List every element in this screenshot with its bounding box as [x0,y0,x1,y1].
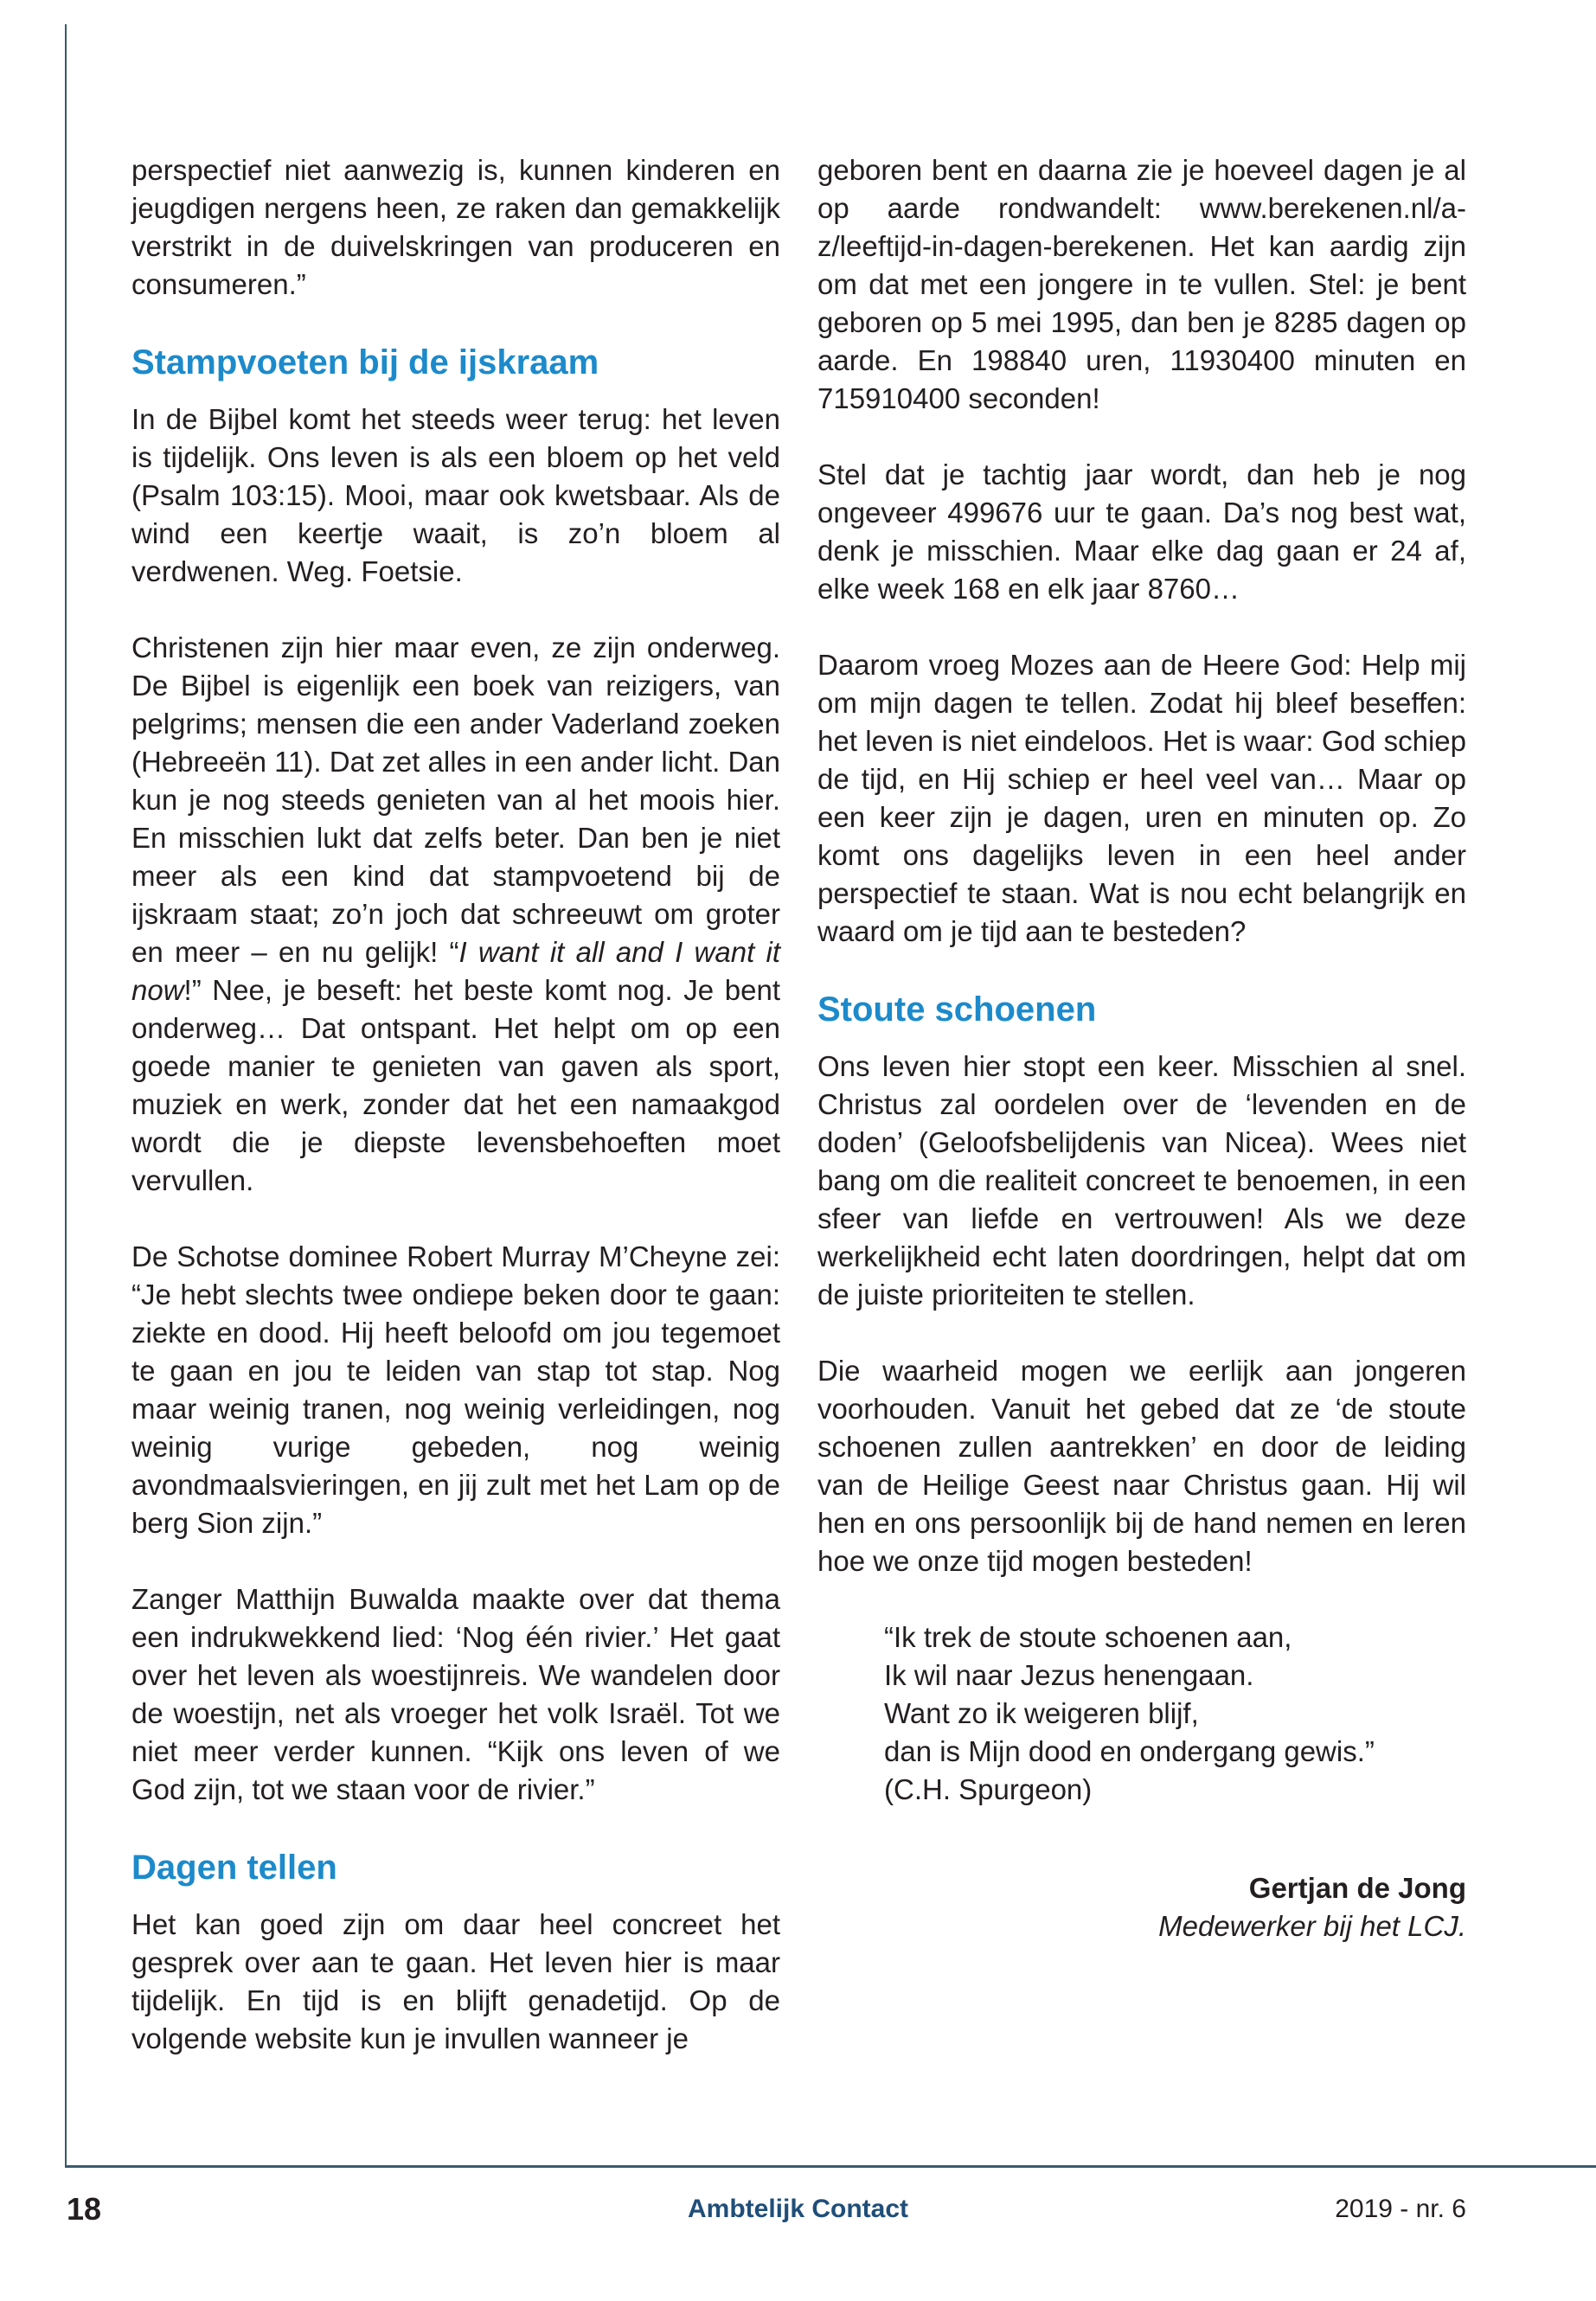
paragraph: perspectief niet aanwezig is, kunnen kinderen en jeugdigen nergens heen, ze raken dan gemakkelijk verstrikt in de duivelskringen van produceren en consumeren.” [131,154,780,300]
paragraph: Stel dat je tachtig jaar wordt, dan heb je nog ongeveer 499676 uur te gaan. Da’s nog best wat, denk je misschien. Maar elke dag gaan er 24 af, elke week 168 en elk jaar 8760… [817,458,1466,605]
paragraph: Zanger Matthijn Buwalda maakte over dat thema een indrukwekkend lied: ‘Nog één rivier.’ Het gaat over het leven als woestijnreis. We wandelen door de woestijn, net als vroeger het volk Israël. Tot we niet meer verder kunnen. “Kijk ons leven of we God zijn, tot we staan voor de rivier.” [131,1583,780,1805]
left-column [131,151,780,2058]
paragraph [131,629,780,1200]
section-heading-stoute-schoenen: Stoute schoenen [817,990,1097,1029]
paragraph-text: !” Nee, je beseft: het beste komt nog. Je bent onderweg… Dat ontspant. Het helpt om op een goede manier te genieten van gaven als sport, muziek en werk, zonder dat het een namaakgod wordt die je diepste levensbehoeften moet vervullen. [131,974,780,1196]
paragraph: Die waarheid mogen we eerlijk aan jongeren voorhouden. Vanuit het gebed dat ze ‘de stoute schoenen zullen aantrekken’ en door de leiding van de Heilige Geest naar Christus gaan. Hij wil hen en ons persoonlijk bij de hand nemen en leren hoe we onze tijd mogen besteden! [817,1355,1466,1577]
quote-line: Ik wil naar Jezus henengaan. [884,1659,1254,1691]
page-number: 18 [67,2191,102,2227]
quote-attribution: (C.H. Spurgeon) [884,1773,1093,1805]
quote-line: Want zo ik weigeren blijf, [884,1697,1199,1729]
paragraph-text: Christenen zijn hier maar even, ze zijn onderweg. De Bijbel is eigenlijk een boek van reizigers, van pelgrims; mensen die een ander Vaderland zoeken (Hebreeën 11). Dat zet alles in een ander licht. Dan kun je nog steeds genieten van al het moois hier. En misschien lukt dat zelfs beter. Dan ben je niet meer als een kind dat stampvoetend bij de ijskraam staat; zo’n joch dat schreeuwt om groter en meer – en nu gelijk! “ [131,631,780,968]
footer-rule [65,2165,1596,2168]
right-column [817,151,1466,1945]
quote-line: “Ik trek de stoute schoenen aan, [884,1621,1292,1653]
paragraph: De Schotse dominee Robert Murray M’Cheyne zei: “Je hebt slechts twee ondiepe beken door te gaan: ziekte en dood. Hij heeft beloofd om jou tegemoet te gaan en jou te leiden van stap tot stap. Nog maar weinig tranen, nog weinig verleidingen, nog weinig vurige gebeden, nog weinig avondmaalsvieringen, en jij zult met het Lam op de berg Sion zijn.” [131,1240,780,1539]
section-heading-stampvoeten: Stampvoeten bij de ijskraam [131,343,599,381]
author-role: Medewerker bij het LCJ. [1158,1910,1466,1942]
italic-quote: I want it all and I want it now [131,936,780,1006]
section-heading-dagen-tellen: Dagen tellen [131,1849,337,1887]
paragraph: In de Bijbel komt het steeds weer terug: het leven is tijdelijk. Ons leven is als een bloem op het veld (Psalm 103:15). Mooi, maar ook kwetsbaar. Als de wind een keertje waait, is zo’n bloem al verdwenen. Weg. Foetsie. [131,403,780,587]
magazine-title: Ambtelijk Contact [687,2195,909,2223]
paragraph: Daarom vroeg Mozes aan de Heere God: Help mij om mijn dagen te tellen. Zodat hij bleef beseffen: het leven is niet eindeloos. Het is waar: God schiep de tijd, en Hij schiep er heel veel van… Maar op een keer zijn je dagen, uren en minuten op. Zo komt ons dagelijks leven in een heel ander perspectief te staan. Wat is nou echt belangrijk en waard om je tijd aan te besteden? [817,649,1466,947]
left-margin-rule [65,24,67,2168]
spurgeon-quote [884,1618,1466,1809]
author-name: Gertjan de Jong [1248,1872,1466,1904]
issue-number: 2019 - nr. 6 [1335,2195,1466,2223]
paragraph: Het kan goed zijn om daar heel concreet het gesprek over aan te gaan. Het leven hier is maar tijdelijk. En tijd is en blijft genadetijd. Op de volgende website kun je invullen wanneer je [131,1908,780,2054]
quote-line: dan is Mijn dood en ondergang gewis.” [884,1735,1375,1767]
paragraph: Ons leven hier stopt een keer. Misschien al snel. Christus zal oordelen over de ‘levenden en de doden’ (Geloofsbelijdenis van Nicea). Wees niet bang om die realiteit concreet te benoemen, in een sfeer van liefde en vertrouwen! Als we deze werkelijkheid echt laten doordringen, helpt dat om de juiste prioriteiten te stellen. [817,1050,1466,1311]
author-signature [817,1869,1466,1945]
paragraph: geboren bent en daarna zie je hoeveel dagen je al op aarde rondwandelt: www.berekenen.nl/a-z/leeftijd-in-dagen-berekenen. Het kan aardig zijn om dat met een jongere in te vullen. Stel: je bent geboren op 5 mei 1995, dan ben je 8285 dagen op aarde. En 198840 uren, 11930400 minuten en 715910400 seconden! [817,154,1466,414]
